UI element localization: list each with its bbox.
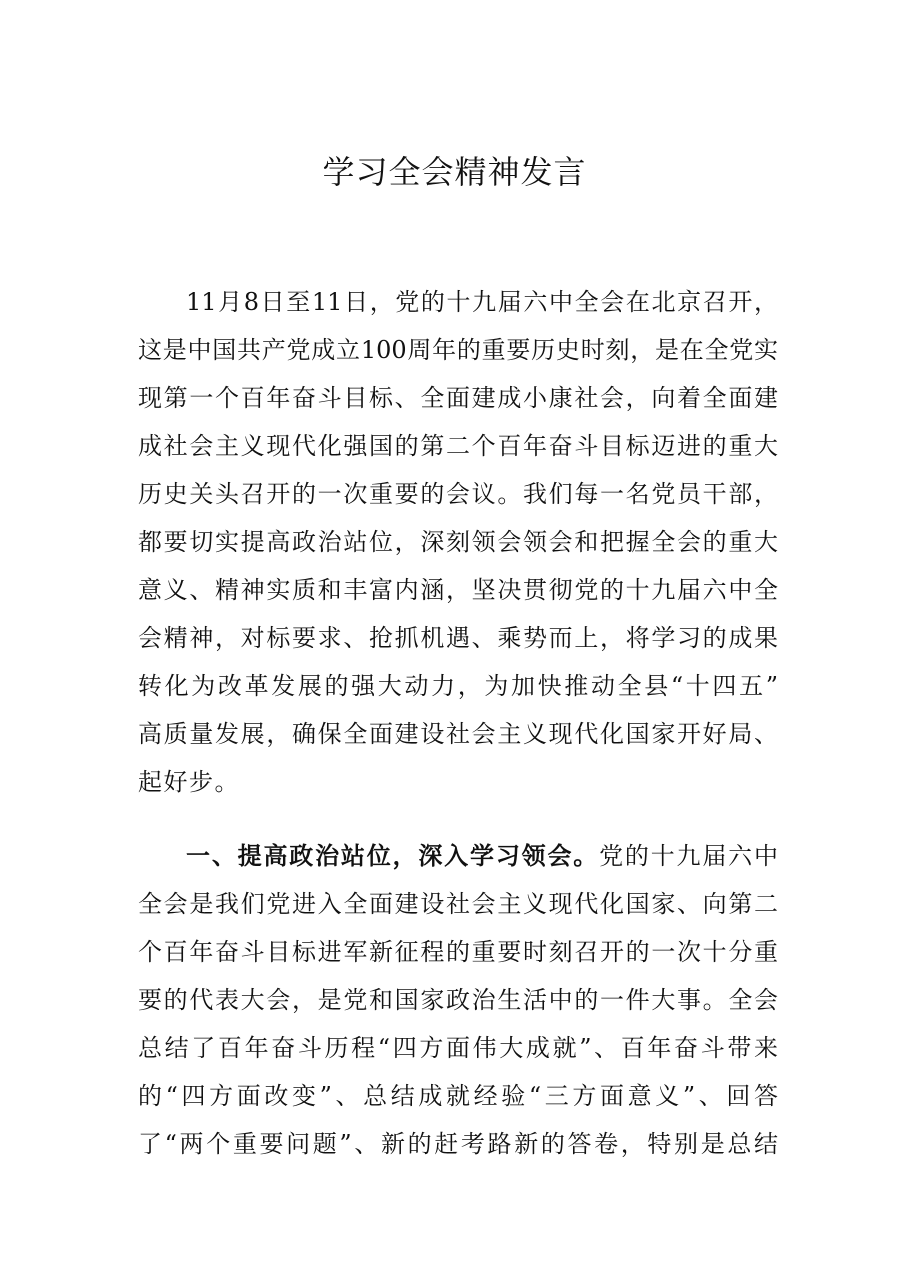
paragraph-line: 高质量发展，确保全面建设社会主义现代化国家开好局、	[138, 720, 778, 748]
paragraph-line: 了“两个重要问题”、新的赶考路新的答卷，特别是总结	[138, 1130, 778, 1158]
paragraph-line: 个百年奋斗目标进军新征程的重要时刻召开的一次十分重	[138, 938, 778, 966]
paragraph-line: 起好步。	[138, 768, 240, 796]
paragraph-line: 都要切实提高政治站位，深刻领会领会和把握全会的重大	[138, 528, 778, 556]
paragraph-line: 现第一个百年奋斗目标、全面建成小康社会，向着全面建	[138, 384, 778, 412]
section-first-line-text: 党的十九届六中	[599, 842, 779, 870]
paragraph-line: 的“四方面改变”、总结成就经验“三方面意义”、回答	[138, 1082, 778, 1110]
paragraph-line: 总结了百年奋斗历程“四方面伟大成就”、百年奋斗带来	[138, 1034, 778, 1062]
paragraph-line: 转化为改革发展的强大动力，为加快推动全县“十四五”	[138, 672, 778, 700]
paragraph-line: 会精神，对标要求、抢抓机遇、乘势而上，将学习的成果	[138, 624, 778, 652]
section-heading: 一、提高政治站位，深入学习领会。	[186, 841, 600, 870]
paragraph-line: 这是中国共产党成立100周年的重要历史时刻，是在全党实	[138, 336, 778, 364]
paragraph-line: 历史关头召开的一次重要的会议。我们每一名党员干部，	[138, 480, 778, 508]
paragraph-line: 成社会主义现代化强国的第二个百年奋斗目标迈进的重大	[138, 432, 778, 460]
paragraph-section-one	[138, 832, 778, 1168]
paragraph-line: 全会是我们党进入全面建设社会主义现代化国家、向第二	[138, 890, 778, 918]
document-title: 学习全会精神发言	[322, 153, 587, 191]
paragraph-line: 11月8日至11日，党的十九届六中全会在北京召开，	[186, 288, 778, 316]
document-body	[138, 278, 778, 1168]
paragraph-line: 意义、精神实质和丰富内涵，坚决贯彻党的十九届六中全	[138, 576, 778, 604]
paragraph-intro	[138, 278, 778, 806]
paragraph-line: 要的代表大会，是党和国家政治生活中的一件大事。全会	[138, 986, 778, 1014]
paragraph-first-line	[138, 832, 778, 880]
